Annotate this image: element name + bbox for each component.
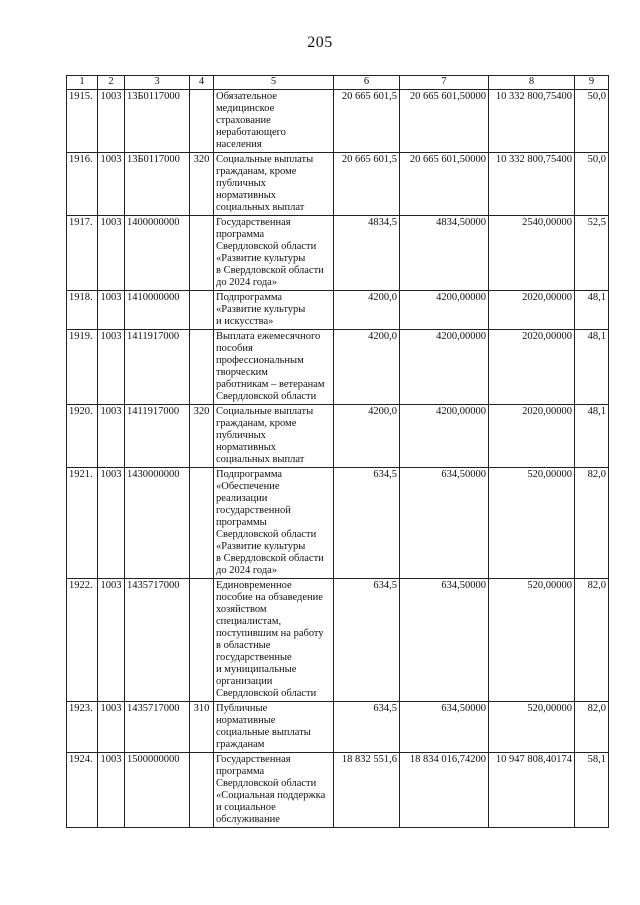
item-name-line: Государственная — [216, 754, 291, 765]
executed-amount-cell: 2020,00000 — [489, 405, 575, 468]
target-article-cell: 1411917000 — [125, 405, 190, 468]
expense-type-cell: 310 — [190, 702, 214, 753]
item-name-line: социальных выплат — [216, 454, 305, 465]
execution-percent-cell: 52,5 — [575, 216, 609, 291]
executed-amount-cell: 2020,00000 — [489, 291, 575, 330]
target-article-cell: 1430000000 — [125, 468, 190, 579]
executed-amount-cell: 10 947 808,40174 — [489, 753, 575, 828]
row-number-cell: 1924. — [67, 753, 98, 828]
item-name-line: государственные — [216, 652, 292, 663]
target-article-cell: 1435717000 — [125, 702, 190, 753]
item-name-line: Свердловской области — [216, 391, 317, 402]
item-name-line: нормативные — [216, 715, 276, 726]
item-name-line: профессиональным — [216, 355, 304, 366]
item-name-line: и социальное — [216, 802, 276, 813]
item-name-cell — [214, 330, 334, 405]
execution-percent-cell: 82,0 — [575, 468, 609, 579]
page-number: 205 — [307, 34, 333, 51]
table-row — [67, 90, 609, 153]
execution-percent-cell: 58,1 — [575, 753, 609, 828]
refined-amount-cell: 634,50000 — [400, 468, 489, 579]
item-name-line: Свердловской области — [216, 241, 317, 252]
refined-amount-cell: 634,50000 — [400, 702, 489, 753]
column-header-6: 6 — [334, 76, 400, 90]
section-code-cell: 1003 — [98, 291, 125, 330]
refined-amount-cell: 4200,00000 — [400, 405, 489, 468]
table-row — [67, 153, 609, 216]
row-number-cell: 1920. — [67, 405, 98, 468]
item-name-line: в областные — [216, 640, 271, 651]
column-header-2: 2 — [98, 76, 125, 90]
item-name-line: поступившим на работу — [216, 628, 324, 639]
item-name-cell — [214, 579, 334, 702]
expense-type-cell — [190, 579, 214, 702]
item-name-line: государственной — [216, 505, 291, 516]
column-header-1: 1 — [67, 76, 98, 90]
item-name-line: публичных — [216, 430, 266, 441]
item-name-line: нормативных — [216, 190, 277, 201]
item-name-line: населения — [216, 139, 262, 150]
item-name-line: «Развитие культуры — [216, 253, 306, 264]
target-article-cell: 13Б0117000 — [125, 90, 190, 153]
approved-amount-cell: 634,5 — [334, 702, 400, 753]
table-row — [67, 291, 609, 330]
item-name-line: социальных выплат — [216, 202, 305, 213]
execution-percent-cell: 50,0 — [575, 90, 609, 153]
item-name-line: социальные выплаты — [216, 727, 311, 738]
execution-percent-cell: 50,0 — [575, 153, 609, 216]
item-name-cell — [214, 405, 334, 468]
item-name-line: публичных — [216, 178, 266, 189]
row-number-cell: 1918. — [67, 291, 98, 330]
item-name-line: гражданам — [216, 739, 265, 750]
item-name-line: Свердловской области — [216, 688, 317, 699]
item-name-line: Государственная — [216, 217, 291, 228]
refined-amount-cell: 4834,50000 — [400, 216, 489, 291]
executed-amount-cell: 520,00000 — [489, 579, 575, 702]
item-name-line: реализации — [216, 493, 268, 504]
expense-type-cell: 320 — [190, 153, 214, 216]
item-name-line: в Свердловской области — [216, 265, 324, 276]
section-code-cell: 1003 — [98, 330, 125, 405]
approved-amount-cell: 20 665 601,5 — [334, 153, 400, 216]
column-header-4: 4 — [190, 76, 214, 90]
row-number-cell: 1916. — [67, 153, 98, 216]
item-name-line: «Развитие культуры — [216, 304, 306, 315]
refined-amount-cell: 20 665 601,50000 — [400, 90, 489, 153]
refined-amount-cell: 4200,00000 — [400, 291, 489, 330]
item-name-line: до 2024 года» — [216, 565, 278, 576]
executed-amount-cell: 520,00000 — [489, 468, 575, 579]
row-number-cell: 1917. — [67, 216, 98, 291]
header-row — [67, 76, 609, 90]
column-header-3: 3 — [125, 76, 190, 90]
table-body — [67, 90, 609, 828]
execution-percent-cell: 48,1 — [575, 405, 609, 468]
target-article-cell: 13Б0117000 — [125, 153, 190, 216]
item-name-line: программа — [216, 766, 265, 777]
table-row — [67, 579, 609, 702]
column-header-9: 9 — [575, 76, 609, 90]
target-article-cell: 1435717000 — [125, 579, 190, 702]
row-number-cell: 1921. — [67, 468, 98, 579]
item-name-line: неработающего — [216, 127, 286, 138]
table-row — [67, 216, 609, 291]
target-article-cell: 1411917000 — [125, 330, 190, 405]
column-header-8: 8 — [489, 76, 575, 90]
executed-amount-cell: 2020,00000 — [489, 330, 575, 405]
row-number-cell: 1922. — [67, 579, 98, 702]
item-name-line: Публичные — [216, 703, 268, 714]
approved-amount-cell: 20 665 601,5 — [334, 90, 400, 153]
item-name-line: программа — [216, 229, 265, 240]
target-article-cell: 1410000000 — [125, 291, 190, 330]
section-code-cell: 1003 — [98, 90, 125, 153]
item-name-cell — [214, 468, 334, 579]
refined-amount-cell: 4200,00000 — [400, 330, 489, 405]
section-code-cell: 1003 — [98, 468, 125, 579]
item-name-line: творческим — [216, 367, 268, 378]
execution-percent-cell: 82,0 — [575, 702, 609, 753]
expense-type-cell — [190, 216, 214, 291]
item-name-line: «Развитие культуры — [216, 541, 306, 552]
item-name-cell — [214, 753, 334, 828]
expense-type-cell — [190, 291, 214, 330]
refined-amount-cell: 20 665 601,50000 — [400, 153, 489, 216]
item-name-line: «Обеспечение — [216, 481, 280, 492]
item-name-line: гражданам, кроме — [216, 418, 297, 429]
item-name-line: и искусства» — [216, 316, 274, 327]
item-name-line: пособие на обзаведение — [216, 592, 323, 603]
section-code-cell: 1003 — [98, 579, 125, 702]
execution-percent-cell: 82,0 — [575, 579, 609, 702]
item-name-line: программы — [216, 517, 267, 528]
item-name-line: Свердловской области — [216, 529, 317, 540]
item-name-cell — [214, 216, 334, 291]
table-row — [67, 753, 609, 828]
item-name-line: Социальные выплаты — [216, 406, 314, 417]
item-name-line: и муниципальные — [216, 664, 297, 675]
item-name-line: Подпрограмма — [216, 292, 283, 303]
approved-amount-cell: 4834,5 — [334, 216, 400, 291]
item-name-line: медицинское — [216, 103, 275, 114]
executed-amount-cell: 520,00000 — [489, 702, 575, 753]
approved-amount-cell: 634,5 — [334, 468, 400, 579]
item-name-line: специалистам, — [216, 616, 282, 627]
refined-amount-cell: 634,50000 — [400, 579, 489, 702]
item-name-cell — [214, 291, 334, 330]
table-header — [67, 76, 609, 90]
execution-percent-cell: 48,1 — [575, 291, 609, 330]
table-row — [67, 468, 609, 579]
table-row — [67, 702, 609, 753]
item-name-line: Единовременное — [216, 580, 292, 591]
table-row — [67, 330, 609, 405]
item-name-line: организации — [216, 676, 273, 687]
item-name-line: Выплата ежемесячного — [216, 331, 321, 342]
item-name-line: Обязательное — [216, 91, 277, 102]
executed-amount-cell: 10 332 800,75400 — [489, 153, 575, 216]
target-article-cell: 1400000000 — [125, 216, 190, 291]
item-name-line: Подпрограмма — [216, 469, 283, 480]
section-code-cell: 1003 — [98, 702, 125, 753]
item-name-cell — [214, 702, 334, 753]
table-row — [67, 405, 609, 468]
expense-type-cell — [190, 753, 214, 828]
item-name-line: Социальные выплаты — [216, 154, 314, 165]
item-name-line: хозяйством — [216, 604, 267, 615]
item-name-line: в Свердловской области — [216, 553, 324, 564]
item-name-cell — [214, 153, 334, 216]
approved-amount-cell: 4200,0 — [334, 291, 400, 330]
item-name-line: пособия — [216, 343, 253, 354]
section-code-cell: 1003 — [98, 216, 125, 291]
executed-amount-cell: 10 332 800,75400 — [489, 90, 575, 153]
expense-type-cell — [190, 330, 214, 405]
item-name-line: «Социальная поддержка — [216, 790, 326, 801]
item-name-line: до 2024 года» — [216, 277, 278, 288]
approved-amount-cell: 634,5 — [334, 579, 400, 702]
row-number-cell: 1923. — [67, 702, 98, 753]
item-name-line: страхование — [216, 115, 271, 126]
target-article-cell: 1500000000 — [125, 753, 190, 828]
item-name-line: Свердловской области — [216, 778, 317, 789]
column-header-5: 5 — [214, 76, 334, 90]
budget-table — [66, 75, 609, 828]
expense-type-cell: 320 — [190, 405, 214, 468]
execution-percent-cell: 48,1 — [575, 330, 609, 405]
row-number-cell: 1915. — [67, 90, 98, 153]
section-code-cell: 1003 — [98, 405, 125, 468]
expense-type-cell — [190, 90, 214, 153]
section-code-cell: 1003 — [98, 753, 125, 828]
row-number-cell: 1919. — [67, 330, 98, 405]
column-header-7: 7 — [400, 76, 489, 90]
item-name-line: нормативных — [216, 442, 277, 453]
refined-amount-cell: 18 834 016,74200 — [400, 753, 489, 828]
approved-amount-cell: 4200,0 — [334, 405, 400, 468]
item-name-cell — [214, 90, 334, 153]
approved-amount-cell: 4200,0 — [334, 330, 400, 405]
executed-amount-cell: 2540,00000 — [489, 216, 575, 291]
section-code-cell: 1003 — [98, 153, 125, 216]
approved-amount-cell: 18 832 551,6 — [334, 753, 400, 828]
item-name-line: обслуживание — [216, 814, 280, 825]
expense-type-cell — [190, 468, 214, 579]
item-name-line: работникам – ветеранам — [216, 379, 325, 390]
item-name-line: гражданам, кроме — [216, 166, 297, 177]
